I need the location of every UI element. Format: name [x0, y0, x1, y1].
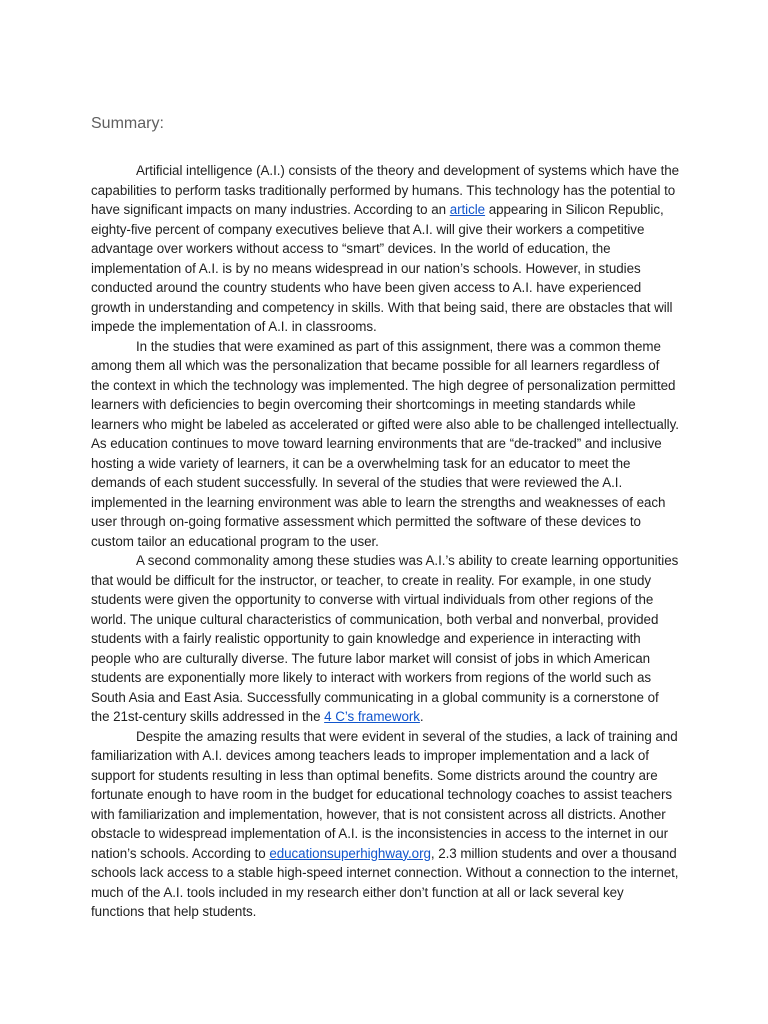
paragraph-text: Artificial intelligence (A.I.) consists of the theory and development of systems which have the capabilities to perform tasks traditionally performed by humans. This technology has the potential to have significant impacts on many industries. According to an: [91, 163, 680, 217]
educationsuperhighway-link[interactable]: educationsuperhighway.org: [269, 845, 431, 861]
paragraph-intro: [91, 161, 680, 337]
summary-heading: Summary:: [91, 115, 164, 132]
document-body: [91, 161, 680, 922]
paragraph-text: .: [419, 709, 424, 724]
paragraph-text: Despite the amazing results that were evident in several of the studies, a lack of training and familiarization with A.I. devices among teachers leads to improper implementation and a lack of support for students resulting in less than optimal benefits. Some districts around the country are fortunate enough to have room in the budget for educational technology coaches to assist teachers with familiarization and implementation, however, that is not consistent across all districts. Another obstacle to widespread implementation of A.I. is the inconsistencies in access to the internet in our nation’s schools. According to: [91, 728, 678, 861]
paragraph-personalization: In the studies that were examined as part of this assignment, there was a common theme among them all which was the personalization that became possible for all learners regardless of the context in which the technology was implemented. The high degree of personalization permitted learners with deficiencies to begin overcoming their shortcomings in meeting standards while learners who might be labeled as accelerated or gifted were also able to be challenged intellectually. As education continues to move toward learning environments that are “de-tracked” and inclusive hosting a wide variety of learners, it can be a overwhelming task for an educator to meet the demands of each student successfully. In several of the studies that were reviewed the A.I. implemented in the learning environment was able to learn the strengths and weaknesses of each user through on-going formative assessment which permitted the software of these devices to custom tailor an educational program to the user.: [91, 338, 679, 549]
paragraph-text: A second commonality among these studies was A.I.’s ability to create learning opportunities that would be difficult for the instructor, or teacher, to create in reality. For example, in one study students were given the opportunity to converse with virtual individuals from other regions of the world. The unique cultural characteristics of communication, both verbal and nonverbal, provided students with a fairly realistic opportunity to gain knowledge and experience in interacting with people who are culturally diverse. The future labor market will consist of jobs in which American students are exponentially more likely to interact with workers from regions of the world such as South Asia and East Asia. Successfully communicating in a global community is a cornerstone of the 21st-century skills addressed in the: [91, 553, 679, 724]
paragraph-text: , 2.3 million students and over a thousand schools lack access to a stable high-speed internet connection. Without a connection to the internet, much of the A.I. tools included in my research either don’t function at all or lack several key functions that help students.: [91, 845, 679, 919]
paragraph-text: appearing in Silicon Republic, eighty-five percent of company executives believe that A.I. will give their workers a competitive advantage over workers without access to “smart” devices. In the world of education, the implementation of A.I. is by no means widespread in our nation’s schools. However, in studies conducted around the country students who have been given access to A.I. have experienced growth in understanding and competency in skills. With that being said, there are obstacles that will impede the implementation of A.I. in classrooms.: [91, 202, 673, 334]
article-link[interactable]: article: [449, 202, 486, 217]
paragraph-commonality: [91, 551, 680, 727]
paragraph-obstacles: [91, 727, 680, 922]
four-cs-framework-link[interactable]: 4 C’s framework: [324, 709, 420, 724]
